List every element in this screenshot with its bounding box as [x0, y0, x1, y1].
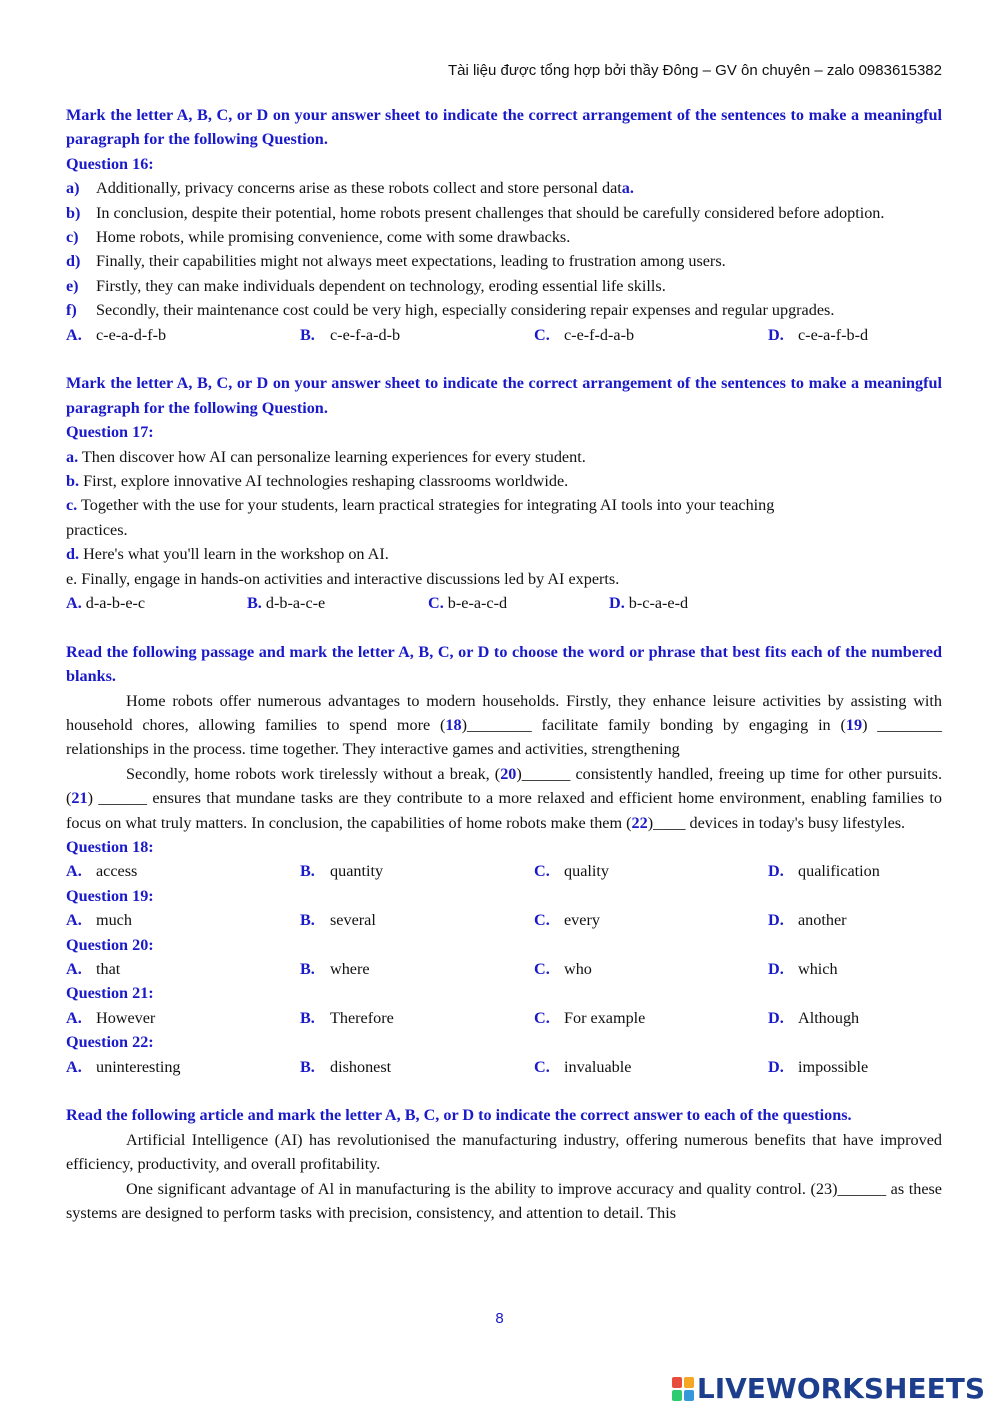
q22-option-c[interactable]: C. invaluable	[534, 1057, 632, 1076]
article-instruction: Read the following article and mark the letter A, B, C, or D to indicate the correct answer to each of the questions.	[66, 1106, 852, 1125]
liveworksheets-logo-icon	[672, 1377, 694, 1401]
q19-option-c[interactable]: C. every	[534, 911, 600, 930]
q19-option-b[interactable]: B. several	[300, 911, 376, 930]
q16-items	[66, 176, 942, 322]
q18-option-d[interactable]: D. qualification	[768, 862, 880, 881]
q17-option-a[interactable]: A. d-a-b-e-c	[66, 594, 146, 613]
q16-instruction: Mark the letter A, B, C, or D on your answer sheet to indicate the correct arrangement of the sentences to make a meaningful paragraph for the following Question.	[66, 106, 942, 149]
q19-title: Question 19:	[66, 886, 154, 905]
q20-option-a[interactable]: A. that	[66, 960, 121, 979]
q18-option-a[interactable]: A. access	[66, 862, 138, 881]
page-content	[66, 0, 942, 1225]
q16-option-c[interactable]: C. c-e-f-d-a-b	[534, 325, 635, 344]
q16-item-c: c) Home robots, while promising convenience, come with some drawbacks.	[66, 228, 571, 247]
q21-option-d[interactable]: D. Although	[768, 1008, 860, 1027]
q17-item-d: d. Here's what you'll learn in the workshop on AI.	[66, 545, 389, 564]
q22-title: Question 22:	[66, 1033, 154, 1052]
q18-option-b[interactable]: B. quantity	[300, 862, 384, 881]
q17-title: Question 17:	[66, 423, 154, 442]
q20-option-d[interactable]: D. which	[768, 960, 838, 979]
q16-option-b[interactable]: B. c-e-f-a-d-b	[300, 325, 401, 344]
q17-item-a: a. Then discover how AI can personalize learning experiences for every student.	[66, 447, 586, 466]
page-number: 8	[495, 1310, 504, 1327]
q16-option-a[interactable]: A. c-e-a-d-f-b	[66, 325, 167, 344]
q17-instruction: Mark the letter A, B, C, or D on your answer sheet to indicate the correct arrangement of the sentences to make a meaningful paragraph for the following Question.	[66, 374, 942, 417]
q21-option-c[interactable]: C. For example	[534, 1008, 646, 1027]
q20-title: Question 20:	[66, 935, 154, 954]
q17-item-b: b. First, explore innovative AI technologies reshaping classrooms worldwide.	[66, 472, 569, 491]
q18-options	[66, 859, 942, 883]
cloze-paragraph-1: Home robots offer numerous advantages to modern households. Firstly, they enhance leisure activities by assisting with household chores, allowing families to spend more (18)________ facilitate family bonding by engaging in (19) ________ relationships in the process. time together. They interactive games and activities, strengthening	[66, 691, 943, 759]
q17-option-c[interactable]: C. b-e-a-c-d	[428, 594, 508, 613]
q20-option-c[interactable]: C. who	[534, 960, 592, 979]
q17-option-b[interactable]: B. d-b-a-c-e	[247, 594, 326, 613]
q21-title: Question 21:	[66, 984, 154, 1003]
q17-option-d[interactable]: D. b-c-a-e-d	[609, 594, 689, 613]
q21-option-b[interactable]: B. Therefore	[300, 1008, 394, 1027]
q17-item-c-cont: practices.	[66, 520, 128, 539]
q21-options	[66, 1006, 942, 1030]
logo-text: LIVEWORKSHEETS	[696, 1372, 985, 1405]
q16-option-d[interactable]: D. c-e-a-f-b-d	[768, 325, 869, 344]
q22-options	[66, 1055, 942, 1079]
q16-item-a: a) Additionally, privacy concerns arise as these robots collect and store personal data.	[66, 179, 634, 198]
q16-item-f: f) Secondly, their maintenance cost could be very high, especially considering repair expenses and regular upgrades.	[66, 301, 835, 320]
q18-option-c[interactable]: C. quality	[534, 862, 609, 881]
q20-options	[66, 957, 942, 981]
q17-options	[66, 591, 942, 615]
article-paragraph-2: One significant advantage of Al in manufacturing is the ability to improve accuracy and quality control. (23)______ as these systems are designed to perform tasks with precision, consistency, and attention to detail. This	[66, 1179, 942, 1223]
cloze-instruction: Read the following passage and mark the letter A, B, C, or D to choose the word or phrase that best fits each of the numbered blanks.	[66, 642, 942, 686]
document-header: Tài liệu được tổng hợp bởi thầy Đông – GV ôn chuyên – zalo 0983615382	[447, 62, 942, 79]
q19-option-a[interactable]: A. much	[66, 911, 132, 930]
q18-title: Question 18:	[66, 838, 154, 857]
q22-option-b[interactable]: B. dishonest	[300, 1057, 392, 1076]
q22-option-a[interactable]: A. uninteresting	[66, 1057, 181, 1076]
q16-title: Question 16:	[66, 154, 154, 173]
cloze-paragraph-2: Secondly, home robots work tirelessly without a break, (20)______ consistently handled, freeing up time for other pursuits. (21) ______ ensures that mundane tasks are they contribute to a more relaxed and efficient home environment, enabling families to focus on what truly matters. In conclusion, the capabilities of home robots make them (22)____ devices in today's busy lifestyles.	[66, 764, 942, 832]
q17-item-e: e. Finally, engage in hands-on activities and interactive discussions led by AI experts.	[66, 569, 620, 588]
q17-item-c: c. Together with the use for your students, learn practical strategies for integrating AI tools into your teaching	[66, 496, 775, 515]
q21-option-a[interactable]: A. However	[66, 1008, 156, 1027]
liveworksheets-logo[interactable]	[672, 1372, 985, 1405]
q16-item-d: d) Finally, their capabilities might not always meet expectations, leading to frustration among users.	[66, 252, 726, 271]
q16-item-e: e) Firstly, they can make individuals dependent on technology, eroding essential life skills.	[66, 276, 666, 295]
q19-option-d[interactable]: D. another	[768, 911, 847, 930]
article-paragraph-1: Artificial Intelligence (AI) has revolutionised the manufacturing industry, offering numerous benefits that have improved efficiency, productivity, and overall profitability.	[66, 1130, 942, 1174]
q16-item-b: b) In conclusion, despite their potential, home robots present challenges that should be carefully considered before adoption.	[66, 203, 885, 222]
q22-option-d[interactable]: D. impossible	[768, 1057, 869, 1076]
q20-option-b[interactable]: B. where	[300, 960, 370, 979]
q19-options	[66, 908, 942, 932]
q16-options	[66, 323, 942, 347]
